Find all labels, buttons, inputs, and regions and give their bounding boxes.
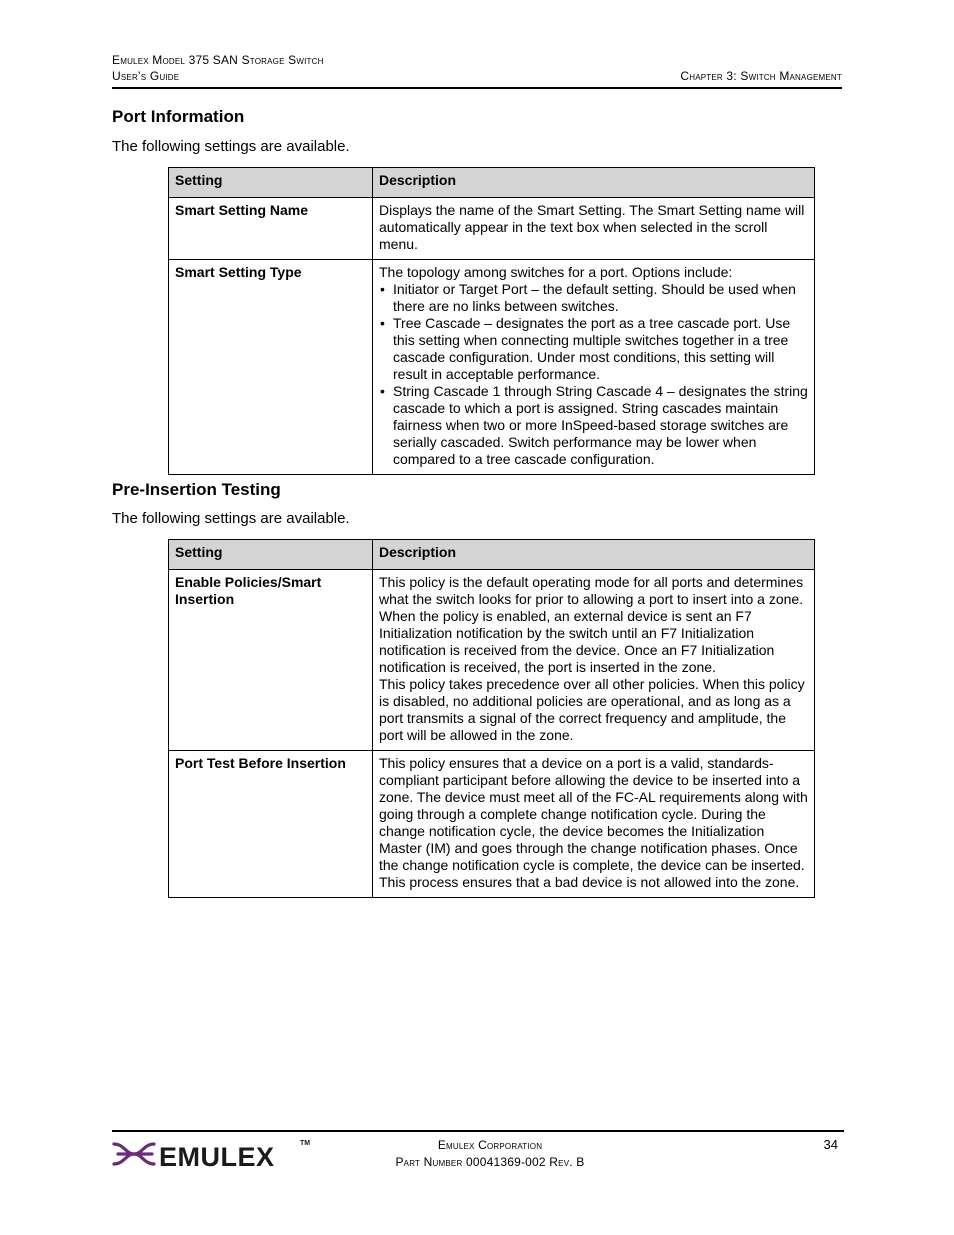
table-row [169, 570, 815, 751]
page-number: 34 [823, 1137, 838, 1152]
section-title-pre-insertion-testing: Pre-Insertion Testing [112, 480, 281, 499]
list-item: • Tree Cascade – designates the port as a tree cascade port. Use this setting when connecting multiple switches together in a tree cascade configuration. Under most conditions, this setting will result in acceptable performance. [379, 315, 808, 383]
description-text: This policy takes precedence over all other policies. When this policy is disabled, no additional policies are operational, and as long as a port transmits a signal of the correct frequency and amplitude, the port will be allowed in the zone. [379, 676, 805, 743]
setting-name: Smart Setting Name [169, 198, 373, 260]
footer-rule [112, 1130, 844, 1132]
description-text: This policy ensures that a device on a port is a valid, standards-compliant participant before allowing the device to be inserted into a zone. The device must meet all of the FC-AL requirements along with going through a complete change notification cycle. During the change notification cycle, the device becomes the Initialization Master (IM) and goes through the change notification phases. Once the change notification cycle is complete, the device can be inserted. This process ensures that a bad device is not allowed into the zone. [379, 755, 808, 890]
table-row [169, 260, 815, 475]
header-chapter-title: Chapter 3: Switch Management [680, 69, 842, 83]
table-row [169, 751, 815, 898]
section-intro: The following settings are available. [112, 138, 350, 155]
port-information-table [168, 167, 815, 475]
setting-name: Port Test Before Insertion [169, 751, 373, 898]
section-intro: The following settings are available. [112, 510, 350, 527]
emulex-logo [112, 1136, 312, 1172]
setting-name: Smart Setting Type [169, 260, 373, 475]
table-header-row [169, 540, 815, 570]
header-doc-subtitle: User’s Guide [112, 69, 180, 83]
section-title-port-information: Port Information [112, 107, 245, 126]
running-header-left [112, 52, 324, 84]
footer-part-number: Part Number 00041369-002 Rev. B [395, 1155, 585, 1169]
table-row [169, 198, 815, 260]
setting-description [373, 198, 815, 260]
column-header-description: Description [373, 540, 815, 570]
description-text: The topology among switches for a port. Options include: [379, 264, 733, 280]
description-text: Displays the name of the Smart Setting. The Smart Setting name will automatically appear in the text box when selected in the scroll menu. [379, 202, 805, 252]
footer-company: Emulex Corporation [437, 1138, 543, 1152]
logo-trademark: TM [300, 1140, 311, 1147]
header-doc-title: Emulex Model 375 SAN Storage Switch [112, 53, 324, 67]
description-text: This policy is the default operating mode for all ports and determines what the switch looks for prior to allowing a port to insert into a zone. When the policy is enabled, an external device is sent an F7 Initialization notification by the switch until an F7 Initialization notification is received from the device. Once an F7 Initialization notification is received, the port is inserted in the zone. [379, 574, 804, 675]
setting-description [373, 260, 815, 475]
column-header-setting: Setting [169, 168, 373, 198]
column-header-setting: Setting [169, 540, 373, 570]
table-header-row [169, 168, 815, 198]
setting-name: Enable Policies/Smart Insertion [169, 570, 373, 751]
pre-insertion-testing-table [168, 539, 815, 898]
options-list [379, 281, 808, 468]
setting-description [373, 751, 815, 898]
logo-wordmark: EMULEX [159, 1142, 275, 1172]
list-item: • Initiator or Target Port – the default setting. Should be used when there are no links between switches. [379, 281, 808, 315]
column-header-description: Description [373, 168, 815, 198]
setting-description [373, 570, 815, 751]
header-rule [112, 87, 842, 89]
list-item: • String Cascade 1 through String Cascade 4 – designates the string cascade to which a port is assigned. String cascades maintain fairness when two or more InSpeed-based storage switches are serially cascaded. Switch performance may be lower when compared to a tree cascade configuration. [379, 383, 808, 468]
emulex-mark-icon [114, 1144, 154, 1164]
footer-center [340, 1137, 640, 1171]
